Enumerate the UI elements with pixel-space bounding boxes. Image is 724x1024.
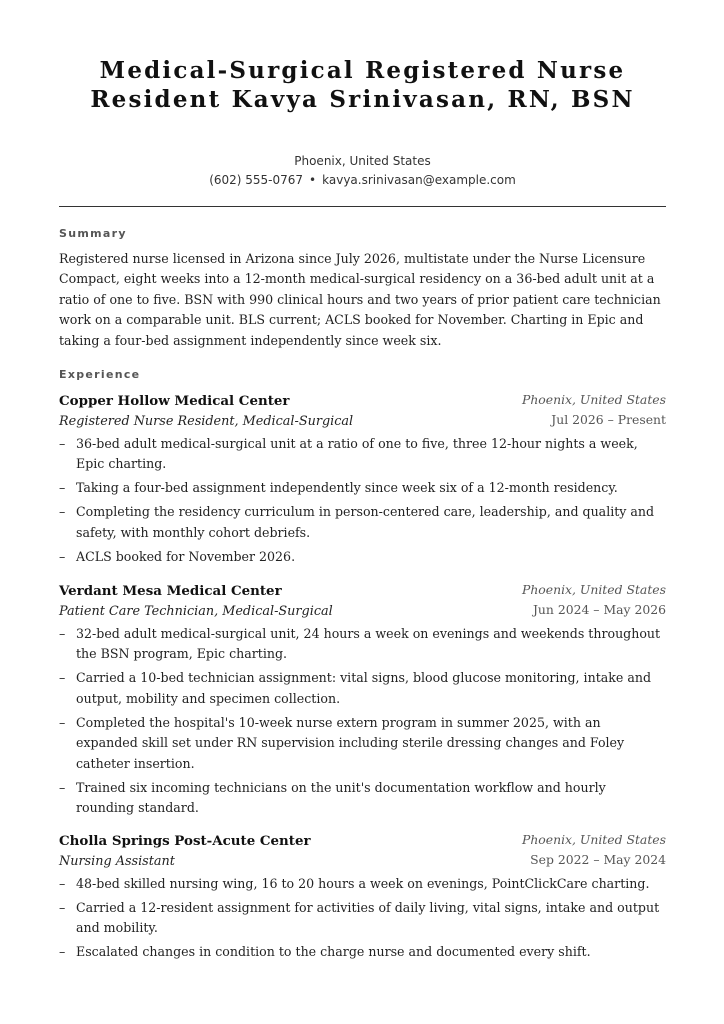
experience-heading: Experience [59, 368, 141, 381]
contact-line [59, 173, 666, 188]
bullet-item [59, 942, 666, 962]
bullet-marker: – [59, 779, 66, 795]
bullet-text: 32-bed adult medical-surgical unit, 24 hours a week on evenings and weekends throughout the BSN program, Epic charting. [76, 626, 661, 662]
bullet-text: Carried a 10-bed technician assignment: vital signs, blood glucose monitoring, intake and output, mobility and specimen collection. [76, 670, 652, 706]
job-bullets [59, 874, 666, 963]
bullet-marker: – [59, 436, 66, 451]
job-entry [59, 830, 666, 966]
bullet-item [59, 778, 666, 819]
bullet-text: Completing the residency curriculum in person-centered care, leadership, and quality and safety, with monthly cohort debriefs. [76, 504, 655, 540]
bullet-item [59, 874, 666, 894]
bullet-item [59, 434, 666, 475]
bullet-item [59, 478, 666, 498]
bullet-marker: – [59, 670, 66, 686]
bullet-marker: – [59, 480, 66, 496]
job-entry [59, 580, 666, 822]
bullet-text: Escalated changes in condition to the charge nurse and documented every shift. [76, 944, 591, 960]
bullet-text: Carried a 12-resident assignment for activities of daily living, vital signs, intake and output and mobility. [76, 900, 660, 936]
bullet-text: 48-bed skilled nursing wing, 16 to 20 hours a week on evenings, PointClickCare charting. [76, 876, 650, 891]
bullet-item [59, 502, 666, 543]
bullet-item [59, 898, 666, 939]
company-name: Verdant Mesa Medical Center [59, 583, 282, 599]
bullet-text: ACLS booked for November 2026. [76, 548, 296, 564]
phone: (602) 555-0767 [209, 173, 304, 187]
company-name: Copper Hollow Medical Center [59, 393, 290, 409]
bullet-marker: – [59, 714, 66, 730]
bullet-item [59, 624, 666, 665]
bullet-marker: – [59, 548, 66, 564]
job-bullets [59, 434, 666, 567]
bullet-marker: – [59, 626, 66, 641]
company-name: Cholla Springs Post-Acute Center [59, 833, 311, 849]
bullet-item [59, 547, 666, 567]
job-bullets [59, 624, 666, 818]
bullet-marker: – [59, 900, 66, 915]
email: kavya.srinivasan@example.com [322, 173, 516, 187]
job-dates: Jul 2026 – Present [551, 412, 666, 427]
bullet-marker: – [59, 504, 66, 520]
bullet-text: 36-bed adult medical-surgical unit at a ratio of one to five, three 12-hour nights a week, Epic charting. [76, 436, 638, 472]
job-role: Registered Nurse Resident, Medical-Surgical [59, 414, 354, 429]
bullet-text: Trained six incoming technicians on the unit's documentation workflow and hourly rounding standard. [76, 779, 606, 816]
job-dates: Jun 2024 – May 2026 [532, 602, 666, 617]
summary-text: Registered nurse licensed in Arizona since July 2026, multistate under the Nurse Licensure Compact, eight weeks into a 12-month medical-surgical residency on a 36-bed adult unit at a ratio of one to five. BSN with 990 clinical hours and two years of prior patient care technician work on a comparable unit. BLS current; ACLS booked for November. Charting in Epic and taking a four-bed assignment independently since week six. [59, 251, 661, 348]
bullet-text: Taking a four-bed assignment independently since week six of a 12-month residency. [76, 480, 618, 496]
bullet-text: Completed the hospital's 10-week nurse extern program in summer 2025, with an expanded skill set under RN supervision including sterile dressing changes and Foley catheter insertion. [76, 714, 625, 771]
contact-separator: • [309, 173, 317, 187]
location: Phoenix, United States [294, 154, 431, 168]
job-entry [59, 390, 666, 571]
job-location: Phoenix, United States [521, 832, 666, 847]
bullet-marker: – [59, 944, 66, 960]
bullet-item [59, 713, 666, 774]
resume-title: Medical-Surgical Registered Nurse Resident Kavya Srinivasan, RN, BSN [90, 57, 635, 113]
job-dates: Sep 2022 – May 2024 [530, 852, 666, 867]
bullet-item [59, 668, 666, 709]
summary-heading: Summary [59, 227, 127, 240]
bullet-marker: – [59, 876, 66, 891]
header-divider [59, 206, 666, 207]
job-location: Phoenix, United States [521, 392, 666, 407]
job-location: Phoenix, United States [521, 582, 666, 597]
job-role: Nursing Assistant [59, 854, 175, 869]
job-role: Patient Care Technician, Medical-Surgical [59, 604, 333, 619]
